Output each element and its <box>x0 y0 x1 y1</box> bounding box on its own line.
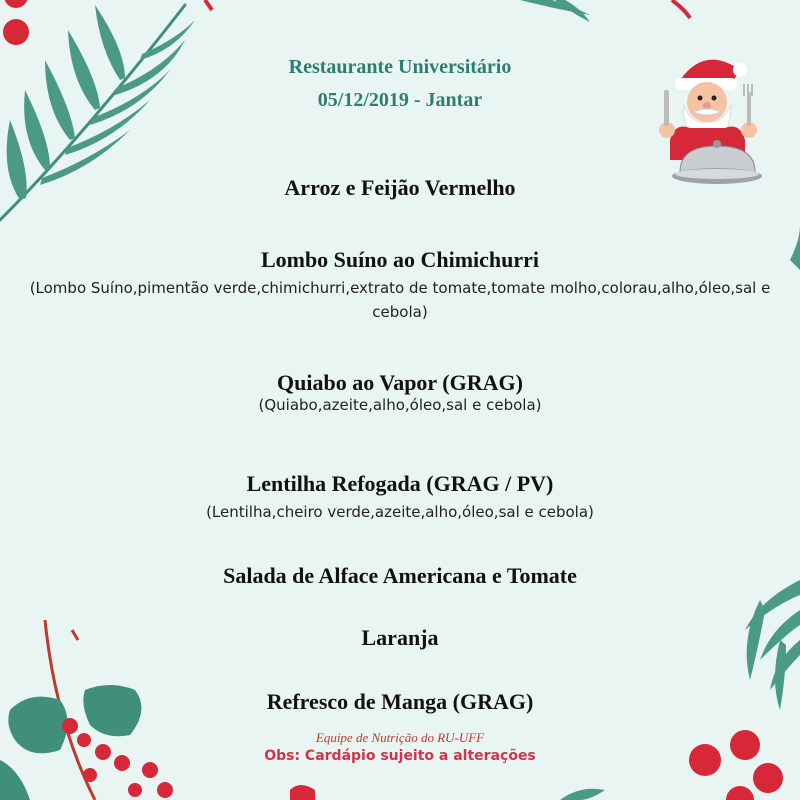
berry <box>4 0 28 8</box>
menu-item: Laranja <box>361 625 439 650</box>
footer-team: Equipe de Nutrição do RU-UFF <box>315 730 485 745</box>
berry <box>3 19 29 45</box>
menu-item: Lentilha Refogada (GRAG / PV) <box>246 471 554 496</box>
menu-item: Salada de Alface Americana e Tomate <box>223 563 577 588</box>
menu-item: Arroz e Feijão Vermelho <box>284 175 516 200</box>
twig <box>672 0 690 18</box>
leaves-bottom-center <box>290 785 605 800</box>
menu-item-description: (Lentilha,cheiro verde,azeite,alho,óleo,sal e cebola) <box>206 503 594 521</box>
header-title: Restaurante Universitário <box>288 56 512 78</box>
twig <box>205 0 212 10</box>
menu-item: Refresco de Manga (GRAG) <box>266 689 534 714</box>
leaves-top-center <box>520 0 590 22</box>
menu-item: Lombo Suíno ao Chimichurri <box>260 247 540 272</box>
footer-note: Obs: Cardápio sujeito a alterações <box>264 748 536 764</box>
menu-item-description: (Lombo Suíno,pimentão verde,chimichurri,extrato de tomate,tomate molho,colorau,alho,óleo,sal e cebola) <box>29 279 771 321</box>
menu-item: Quiabo ao Vapor (GRAG) <box>277 370 523 395</box>
header-date: 05/12/2019 - Jantar <box>317 89 483 111</box>
menu-item-description: (Quiabo,azeite,alho,óleo,sal e cebola) <box>258 396 542 414</box>
